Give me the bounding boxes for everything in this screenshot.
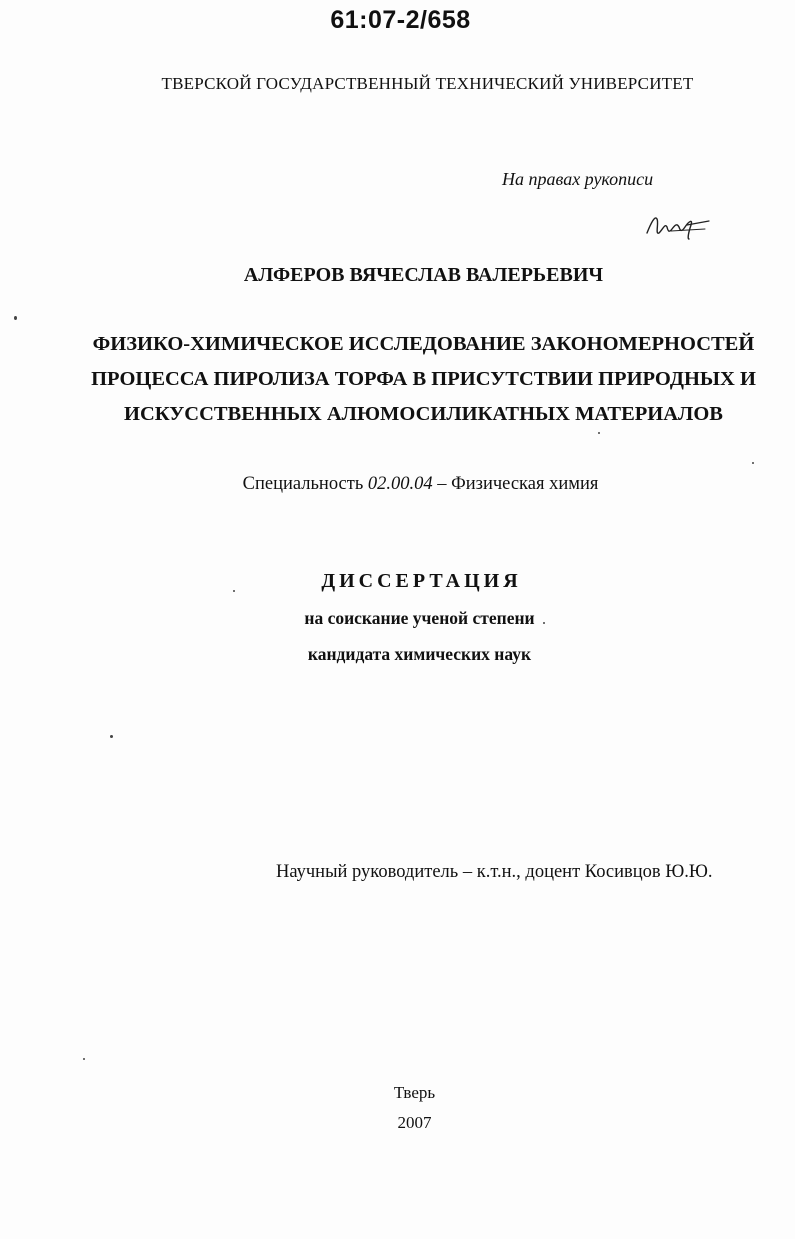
title-line: ИСКУССТВЕННЫХ АЛЮМОСИЛИКАТНЫХ МАТЕРИАЛОВ	[124, 403, 723, 425]
year: 2007	[397, 1113, 432, 1132]
specialty-suffix: – Физическая химия	[432, 474, 599, 494]
degree-line-2: кандидата химических наук	[307, 644, 532, 664]
city: Тверь	[393, 1083, 436, 1102]
dissertation-title	[26, 327, 795, 432]
university-name: ТВЕРСКОЙ ГОСУДАРСТВЕННЫЙ ТЕХНИЧЕСКИЙ УНИВЕРСИТЕТ	[161, 74, 694, 93]
scan-speck	[83, 1058, 85, 1060]
scan-speck	[752, 462, 754, 464]
scan-speck	[110, 735, 113, 738]
scan-speck	[598, 432, 600, 434]
specialty-line	[23, 474, 795, 495]
scan-speck	[543, 622, 545, 624]
scientific-supervisor: Научный руководитель – к.т.н., доцент Косивцов Ю.Ю.	[276, 862, 713, 882]
scan-speck	[233, 590, 235, 592]
scan-speck	[14, 316, 17, 320]
library-stamp-number: 61:07-2/658	[330, 6, 471, 34]
manuscript-rights-note: На правах рукописи	[502, 169, 654, 189]
signature-icon	[643, 209, 713, 243]
title-line: ПРОЦЕССА ПИРОЛИЗА ТОРФА В ПРИСУТСТВИИ ПРИРОДНЫХ И	[91, 368, 756, 390]
degree-line-1: на соискание ученой степени	[304, 608, 535, 628]
specialty-code: 02.00.04	[367, 474, 433, 494]
document-type-heading: ДИССЕРТАЦИЯ	[321, 570, 522, 592]
author-name: АЛФЕРОВ ВЯЧЕСЛАВ ВАЛЕРЬЕВИЧ	[243, 264, 604, 286]
specialty-prefix: Специальность	[242, 474, 368, 494]
title-line: ФИЗИКО-ХИМИЧЕСКОЕ ИССЛЕДОВАНИЕ ЗАКОНОМЕРНОСТЕЙ	[92, 333, 755, 355]
